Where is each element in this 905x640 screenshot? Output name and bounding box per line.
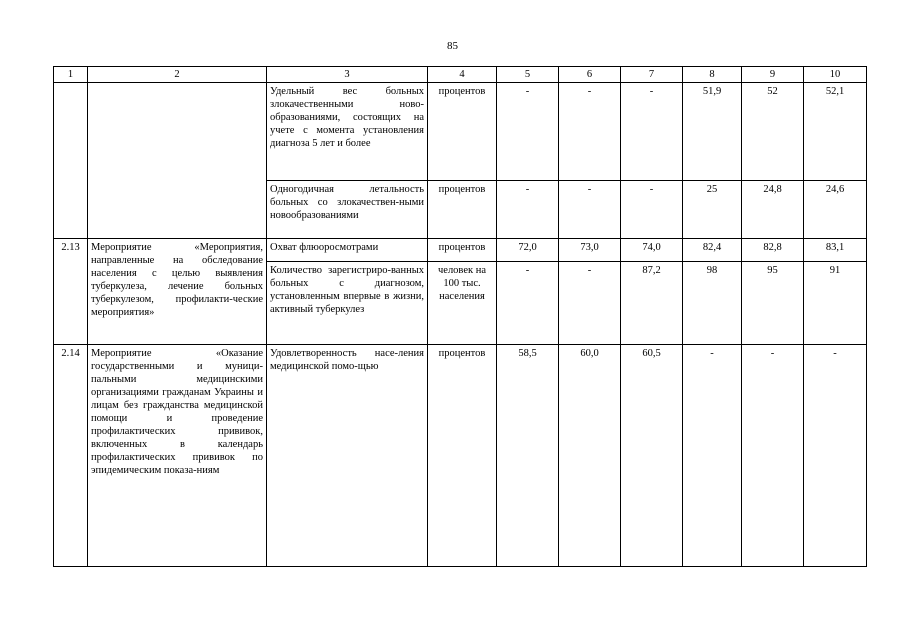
col-header-5: 5 bbox=[497, 67, 559, 83]
value-cell: 24,8 bbox=[742, 181, 804, 239]
indicator-cell: Удельный вес больных злокачественными ново-образованиями, состоящих на учете с момента установления диагноза 5 лет и более bbox=[267, 83, 428, 181]
value-cell: - bbox=[804, 345, 867, 567]
value-cell: 51,9 bbox=[683, 83, 742, 181]
value-cell: 95 bbox=[742, 262, 804, 345]
col-header-3: 3 bbox=[267, 67, 428, 83]
unit-cell: процентов bbox=[428, 239, 497, 262]
unit-cell: человек на 100 тыс. населения bbox=[428, 262, 497, 345]
col-header-1: 1 bbox=[54, 67, 88, 83]
value-cell: - bbox=[621, 83, 683, 181]
value-cell: 74,0 bbox=[621, 239, 683, 262]
col-header-4: 4 bbox=[428, 67, 497, 83]
value-cell: 98 bbox=[683, 262, 742, 345]
indicator-cell: Одногодичная летальность больных со злокачествен-ными новообразованиями bbox=[267, 181, 428, 239]
col-header-9: 9 bbox=[742, 67, 804, 83]
value-cell: 52 bbox=[742, 83, 804, 181]
value-cell: - bbox=[742, 345, 804, 567]
activity-cell: Мероприятие «Оказание государственными и муници-пальными медицинскими организациями гражданам Украины и лицам без гражданства медицинской помощи и проведение профилактических прививок, включенных в календарь профилактических прививок по эпидемическим показа-ниям bbox=[88, 345, 267, 567]
value-cell: 24,6 bbox=[804, 181, 867, 239]
value-cell: - bbox=[559, 262, 621, 345]
unit-cell: процентов bbox=[428, 83, 497, 181]
page-number: 85 bbox=[447, 40, 458, 52]
value-cell: 82,4 bbox=[683, 239, 742, 262]
col-header-10: 10 bbox=[804, 67, 867, 83]
value-cell: 58,5 bbox=[497, 345, 559, 567]
value-cell: 83,1 bbox=[804, 239, 867, 262]
row-number-cell: 2.14 bbox=[54, 345, 88, 567]
value-cell: - bbox=[559, 83, 621, 181]
value-cell: - bbox=[497, 181, 559, 239]
col-header-7: 7 bbox=[621, 67, 683, 83]
indicator-cell: Охват флюоросмотрами bbox=[267, 239, 428, 262]
value-cell: 82,8 bbox=[742, 239, 804, 262]
value-cell: - bbox=[497, 262, 559, 345]
row-number-cell: 2.13 bbox=[54, 239, 88, 345]
value-cell: 73,0 bbox=[559, 239, 621, 262]
activity-cell: Мероприятие «Мероприятия, направленные на обследование населения с целью выявления туберкулеза, лечение больных туберкулезом, профилакти-ческие мероприятия» bbox=[88, 239, 267, 345]
value-cell: - bbox=[559, 181, 621, 239]
value-cell: 60,0 bbox=[559, 345, 621, 567]
value-cell: - bbox=[621, 181, 683, 239]
value-cell: 91 bbox=[804, 262, 867, 345]
table-row bbox=[54, 239, 867, 262]
data-table bbox=[53, 66, 867, 567]
col-header-2: 2 bbox=[88, 67, 267, 83]
value-cell: 25 bbox=[683, 181, 742, 239]
table-row bbox=[54, 83, 867, 181]
value-cell: 60,5 bbox=[621, 345, 683, 567]
activity-cell bbox=[88, 83, 267, 239]
value-cell: 87,2 bbox=[621, 262, 683, 345]
col-header-6: 6 bbox=[559, 67, 621, 83]
unit-cell: процентов bbox=[428, 181, 497, 239]
value-cell: 72,0 bbox=[497, 239, 559, 262]
value-cell: - bbox=[497, 83, 559, 181]
table-row bbox=[54, 345, 867, 567]
row-number-cell bbox=[54, 83, 88, 239]
col-header-8: 8 bbox=[683, 67, 742, 83]
unit-cell: процентов bbox=[428, 345, 497, 567]
value-cell: 52,1 bbox=[804, 83, 867, 181]
indicator-cell: Удовлетворенность насе-ления медицинской помо-щью bbox=[267, 345, 428, 567]
indicator-cell: Количество зарегистриро-ванных больных с диагнозом, установленным впервые в жизни, активный туберкулез bbox=[267, 262, 428, 345]
table-header-row bbox=[54, 67, 867, 83]
value-cell: - bbox=[683, 345, 742, 567]
